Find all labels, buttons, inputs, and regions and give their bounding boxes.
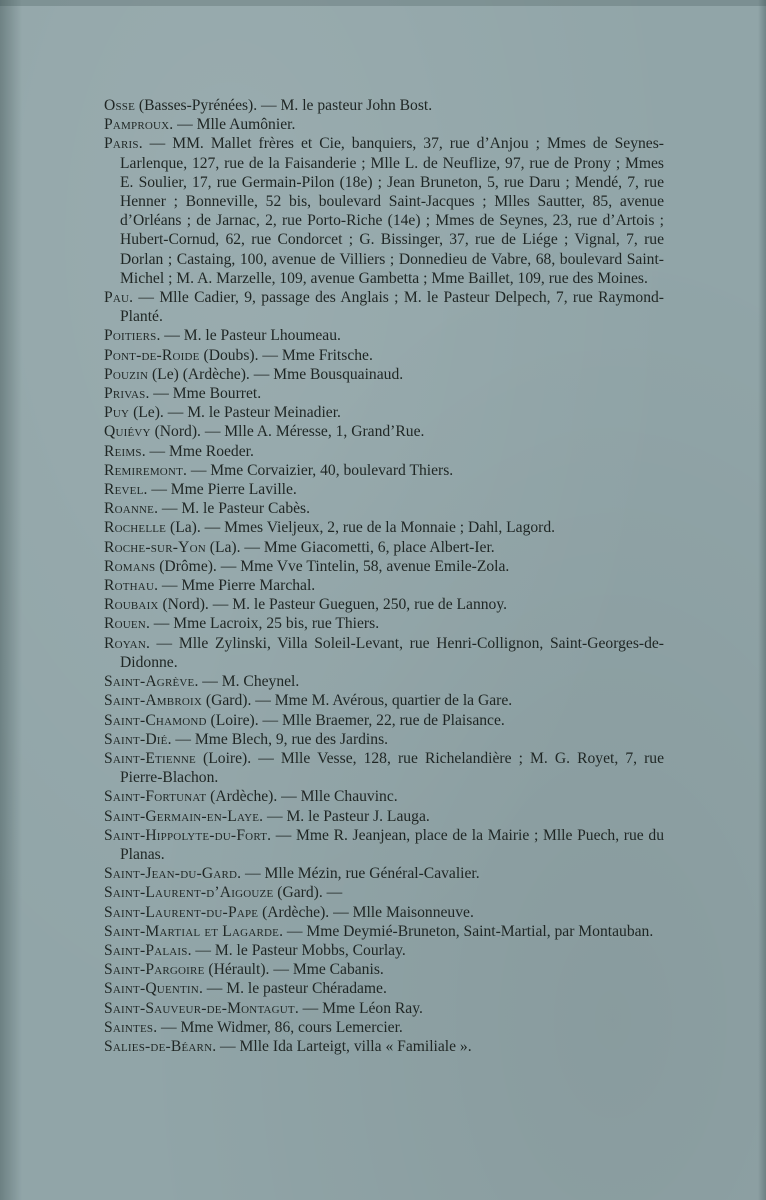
entry-text: (Nord). — M. le Pasteur Gueguen, 250, rue de Lannoy.: [158, 596, 508, 614]
list-entry: [104, 864, 664, 883]
list-entry: [104, 1018, 664, 1037]
page-edge-left: [0, 0, 22, 1200]
list-entry: [104, 749, 664, 787]
page-edge-top: [0, 0, 766, 6]
place-name: Pont-de-Roide: [104, 346, 200, 364]
place-name: Privas: [104, 385, 146, 403]
entry-text: . — M. le Pasteur Mobbs, Courlay.: [187, 941, 406, 959]
entry-text: (Loire). — Mlle Vesse, 128, rue Richelandière ; M. G. Royet, 7, rue Pierre-Blachon.: [120, 749, 664, 787]
list-entry: [104, 538, 664, 557]
entry-text: . — Mme Corvaizier, 40, boulevard Thiers.: [183, 461, 454, 479]
entry-text: . — Mme Pierre Marchal.: [154, 577, 316, 595]
entry-text: (Ardèche). — Mlle Maisonneuve.: [258, 903, 474, 921]
list-entry: [104, 461, 664, 480]
entry-text: . — M. Cheynel.: [194, 673, 300, 691]
entry-text: (Gard). — Mme M. Avérous, quartier de la Gare.: [202, 692, 513, 710]
place-name: Puy: [104, 404, 130, 422]
place-name: Pau: [104, 289, 130, 307]
entry-text: . — Mlle Zylinski, Villa Soleil-Levant, rue Henri-Collignon, Saint-Georges-de-Didonne.: [120, 634, 664, 671]
place-name: Saint-Dié: [104, 730, 168, 748]
list-entry: [104, 518, 664, 537]
place-name: Roche-sur-Yon: [104, 538, 206, 556]
list-entry: [104, 614, 664, 633]
place-name: Rouen: [104, 615, 146, 633]
entry-text: . — Mme Bourret.: [145, 385, 262, 403]
entry-text: . — Mlle Ida Larteigt, villa « Familiale ».: [212, 1037, 472, 1055]
entry-text: (Doubs). — Mme Fritsche.: [199, 346, 373, 364]
place-name: Saint-Jean-du-Gard: [104, 865, 238, 883]
place-name: Saint-Chamond: [104, 711, 207, 729]
list-entry: [104, 384, 664, 403]
entry-text: (Basses-Pyrénées). — M. le pasteur John Bost.: [135, 97, 433, 114]
entry-text: . — Mlle Aumônier.: [169, 116, 296, 134]
entry-text: . — M. le pasteur Chéradame.: [198, 980, 387, 998]
place-name: Rochelle: [104, 519, 167, 537]
list-entry: [104, 941, 664, 960]
place-name: Roanne: [104, 500, 155, 518]
list-entry: [104, 634, 664, 672]
place-name: Rothau: [104, 577, 155, 595]
entry-text: . — Mme Pierre Laville.: [143, 481, 297, 499]
list-entry: [104, 595, 664, 614]
place-name: Saintes: [104, 1018, 154, 1036]
list-entry: [104, 826, 664, 864]
list-entry: [104, 883, 664, 902]
place-name: Saint-Etienne: [104, 749, 196, 767]
list-entry: [104, 807, 664, 826]
place-name: Roubaix: [104, 596, 159, 614]
entry-text: (Hérault). — Mme Cabanis.: [204, 961, 384, 979]
list-entry: [104, 672, 664, 691]
place-name: Paris: [104, 135, 139, 153]
place-name: Saint-Palais: [104, 941, 188, 959]
entry-text: . — Mme Blech, 9, rue des Jardins.: [167, 730, 389, 748]
entry-text: (Loire). — Mlle Braemer, 22, rue de Plaisance.: [206, 711, 505, 729]
list-entry: [104, 442, 664, 461]
entry-text: (Le) (Ardèche). — Mme Bousquainaud.: [148, 365, 404, 383]
list-entry: [104, 365, 664, 384]
list-entry: [104, 499, 664, 518]
list-entry: [104, 999, 664, 1018]
list-entry: [104, 922, 664, 941]
list-entry: [104, 96, 664, 115]
place-name: Remiremont: [104, 461, 184, 479]
place-name: Saint-Ambroix: [104, 692, 203, 710]
place-name: Quiévy: [104, 423, 151, 441]
entry-text: . — Mme Léon Ray.: [294, 999, 423, 1017]
entry-text: (Nord). — Mlle A. Méresse, 1, Grand’Rue.: [150, 423, 425, 441]
entry-text: . — Mlle Mézin, rue Général-Cavalier.: [237, 865, 480, 883]
entry-text: . — Mme Widmer, 86, cours Lemercier.: [153, 1018, 403, 1036]
place-name: Saint-Hippolyte-du-Fort: [104, 826, 268, 844]
entry-text: . — Mme Roeder.: [141, 442, 254, 460]
list-entry: [104, 787, 664, 806]
place-name: Saint-Agrève: [104, 673, 195, 691]
place-name: Saint-Martial et Lagarde: [104, 922, 280, 940]
list-entry: [104, 557, 664, 576]
list-entry: [104, 134, 664, 288]
list-entry: [104, 576, 664, 595]
entry-text: (Drôme). — Mme Vve Tintelin, 58, avenue Emile-Zola.: [155, 557, 510, 575]
list-entry: [104, 730, 664, 749]
place-name: Romans: [104, 557, 156, 575]
place-name: Salies-de-Béarn: [104, 1037, 213, 1055]
entry-text: . — M. le Pasteur Cabès.: [154, 500, 311, 518]
entry-text: . — M. le Pasteur Lhoumeau.: [156, 327, 341, 345]
entry-text: (Le). — M. le Pasteur Meinadier.: [129, 404, 341, 422]
list-entry: [104, 115, 664, 134]
entry-text: . — Mme Deymié-Bruneton, Saint-Martial, par Montauban.: [279, 922, 654, 940]
place-name: Osse: [104, 97, 136, 114]
place-name: Pouzin: [104, 365, 149, 383]
entry-text: . — M. le Pasteur J. Lauga.: [259, 807, 430, 825]
list-entry: [104, 346, 664, 365]
place-name: Saint-Laurent-d’Aigouze: [104, 884, 274, 902]
entry-text: (Gard). —: [273, 884, 343, 902]
place-name: Saint-Sauveur-de-Montagut: [104, 999, 295, 1017]
list-entry: [104, 480, 664, 499]
page-edge-right: [758, 0, 766, 1200]
list-entry: [104, 960, 664, 979]
list-entry: [104, 979, 664, 998]
list-entry: [104, 711, 664, 730]
list-entry: [104, 903, 664, 922]
list-entry: [104, 326, 664, 345]
entry-text: . — Mlle Cadier, 9, passage des Anglais ; M. le Pasteur Delpech, 7, rue Raymond-Planté.: [120, 289, 664, 326]
entry-text: . — Mme Lacroix, 25 bis, rue Thiers.: [145, 615, 380, 633]
place-name: Reims: [104, 442, 142, 460]
place-name: Saint-Laurent-du-Pape: [104, 903, 259, 921]
list-entry: [104, 691, 664, 710]
place-name: Pamproux: [104, 116, 170, 134]
entry-text: . — Mme R. Jeanjean, place de la Mairie ; Mlle Puech, rue du Planas.: [120, 826, 664, 863]
entry-text: (Ardèche). — Mlle Chauvinc.: [206, 788, 398, 806]
list-entry: [104, 422, 664, 441]
address-list: [104, 96, 664, 1056]
place-name: Poitiers: [104, 327, 157, 345]
place-name: Revel: [104, 481, 144, 499]
place-name: Saint-Fortunat: [104, 788, 207, 806]
list-entry: [104, 288, 664, 326]
entry-text: (La). — Mme Giacometti, 6, place Albert-Ier.: [205, 538, 495, 556]
entry-text: (La). — Mmes Vieljeux, 2, rue de la Monnaie ; Dahl, Lagord.: [166, 519, 556, 537]
place-name: Saint-Quentin: [104, 980, 199, 998]
list-entry: [104, 1037, 664, 1056]
place-name: Saint-Germain-en-Laye: [104, 807, 260, 825]
list-entry: [104, 403, 664, 422]
entry-text: . — MM. Mallet frères et Cie, banquiers, 37, rue d’Anjou ; Mmes de Seynes-Larlenque, 127, rue de la Faisanderie ; Mlle L. de Neuflize, 97, rue de Prony ; Mmes E. Soulier, 17, rue Germain-Pilon (18e) ; Jean Bruneton, 5, rue Daru ; Mendé, 7, rue Henner ; Bonneville, 52 bis, boulevard Saint-Jacques ; Mlles Sautter, 85, avenue d’Orléans ; de Jarnac, 2, rue Porto-Riche (14e) ; Mmes de Seynes, 23, rue d’Artois ; Hubert-Cornud, 62, rue Condorcet ; G. Bissinger, 37, rue de Liége ; Vignal, 7, rue Dorlan ; Castaing, 100, avenue de Villiers ; Donnedieu de Vabre, 68, boulevard Saint-Michel ; M. A. Marzelle, 109, avenue Gambetta ; Mme Baillet, 109, rue des Moines.: [120, 135, 664, 287]
place-name: Royan: [104, 634, 146, 652]
place-name: Saint-Pargoire: [104, 961, 205, 979]
